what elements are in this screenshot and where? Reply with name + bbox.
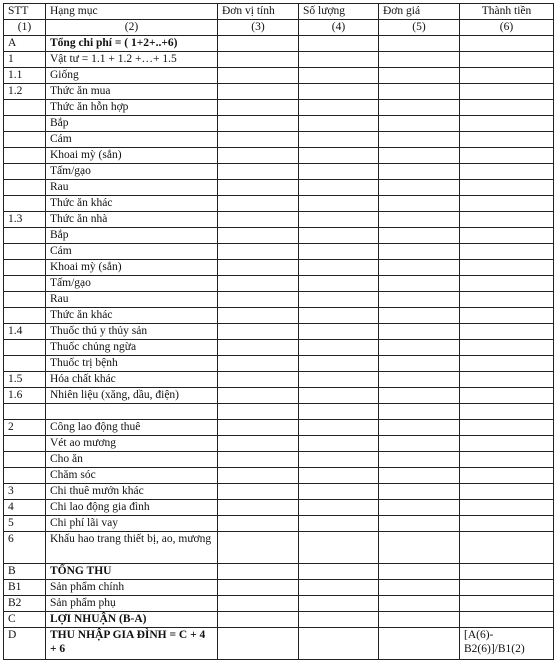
item-cell: Chi thuê mướn khác <box>46 484 218 500</box>
unit-cell <box>218 276 299 292</box>
item-cell: Cám <box>46 244 218 260</box>
unit-cell <box>218 180 299 196</box>
total-cell <box>460 484 554 500</box>
table-row <box>4 276 554 292</box>
cost-table <box>3 3 554 660</box>
qty-cell <box>299 388 379 404</box>
table-row <box>4 628 554 660</box>
price-cell <box>379 340 460 356</box>
unit-cell <box>218 420 299 436</box>
qty-cell <box>299 516 379 532</box>
stt-cell <box>4 132 46 148</box>
item-cell: Thức ăn nhà <box>46 212 218 228</box>
stt-cell: B2 <box>4 596 46 612</box>
unit-cell <box>218 388 299 404</box>
qty-cell <box>299 196 379 212</box>
unit-cell <box>218 196 299 212</box>
table-row <box>4 324 554 340</box>
column-number: (6) <box>460 20 554 36</box>
table-row <box>4 372 554 388</box>
price-cell <box>379 276 460 292</box>
item-cell: Thuốc chủng ngừa <box>46 340 218 356</box>
item-cell: TỔNG THU <box>46 564 218 580</box>
stt-cell: 2 <box>4 420 46 436</box>
total-cell <box>460 308 554 324</box>
table-row <box>4 420 554 436</box>
qty-cell <box>299 372 379 388</box>
stt-cell: A <box>4 36 46 52</box>
stt-cell <box>4 308 46 324</box>
table-row <box>4 228 554 244</box>
unit-cell <box>218 500 299 516</box>
stt-cell: 5 <box>4 516 46 532</box>
qty-cell <box>299 324 379 340</box>
table-body <box>4 36 554 660</box>
total-cell <box>460 228 554 244</box>
total-cell <box>460 436 554 452</box>
price-cell <box>379 532 460 564</box>
item-cell: Chăm sóc <box>46 468 218 484</box>
stt-cell: 1.1 <box>4 68 46 84</box>
stt-cell <box>4 100 46 116</box>
total-cell <box>460 516 554 532</box>
unit-cell <box>218 36 299 52</box>
price-cell <box>379 68 460 84</box>
unit-cell <box>218 116 299 132</box>
column-number: (4) <box>299 20 379 36</box>
stt-cell <box>4 468 46 484</box>
item-cell: Tổng chi phí = ( 1+2+..+6) <box>46 36 218 52</box>
price-cell <box>379 500 460 516</box>
unit-cell <box>218 484 299 500</box>
stt-cell <box>4 404 46 420</box>
stt-cell <box>4 148 46 164</box>
qty-cell <box>299 628 379 660</box>
total-cell <box>460 452 554 468</box>
price-cell <box>379 84 460 100</box>
price-cell <box>379 132 460 148</box>
price-cell <box>379 580 460 596</box>
qty-cell <box>299 484 379 500</box>
unit-cell <box>218 324 299 340</box>
table-row <box>4 340 554 356</box>
item-cell: Giống <box>46 68 218 84</box>
item-cell: Sản phẩm chính <box>46 580 218 596</box>
item-cell: Bắp <box>46 116 218 132</box>
table-row <box>4 68 554 84</box>
item-cell: Thức ăn khác <box>46 308 218 324</box>
unit-cell <box>218 356 299 372</box>
item-cell: Khấu hao trang thiết bị, ao, mương <box>46 532 218 564</box>
price-cell <box>379 372 460 388</box>
table-row <box>4 468 554 484</box>
item-cell: Thức ăn khác <box>46 196 218 212</box>
column-number: (5) <box>379 20 460 36</box>
item-cell: Nhiên liệu (xăng, dầu, điện) <box>46 388 218 404</box>
unit-cell <box>218 148 299 164</box>
price-cell <box>379 564 460 580</box>
stt-cell: 1.3 <box>4 212 46 228</box>
item-cell: Tấm/gạo <box>46 164 218 180</box>
table-row <box>4 452 554 468</box>
price-cell <box>379 596 460 612</box>
qty-cell <box>299 244 379 260</box>
total-cell <box>460 468 554 484</box>
stt-cell <box>4 436 46 452</box>
table-row <box>4 516 554 532</box>
total-cell <box>460 84 554 100</box>
item-cell: Tấm/gạo <box>46 276 218 292</box>
qty-cell <box>299 468 379 484</box>
header-item: Hạng mục <box>46 4 218 20</box>
price-cell <box>379 116 460 132</box>
qty-cell <box>299 532 379 564</box>
item-cell: Chi phí lãi vay <box>46 516 218 532</box>
qty-cell <box>299 148 379 164</box>
table-row <box>4 132 554 148</box>
qty-cell <box>299 36 379 52</box>
price-cell <box>379 468 460 484</box>
table-row <box>4 580 554 596</box>
stt-cell: 4 <box>4 500 46 516</box>
qty-cell <box>299 68 379 84</box>
table-row <box>4 596 554 612</box>
stt-cell: B <box>4 564 46 580</box>
stt-cell <box>4 116 46 132</box>
total-cell <box>460 36 554 52</box>
total-cell <box>460 244 554 260</box>
total-cell <box>460 148 554 164</box>
price-cell <box>379 612 460 628</box>
stt-cell: 1.2 <box>4 84 46 100</box>
header-price: Đơn giá <box>379 4 460 20</box>
stt-cell <box>4 340 46 356</box>
qty-cell <box>299 596 379 612</box>
table-row <box>4 436 554 452</box>
qty-cell <box>299 260 379 276</box>
table-row <box>4 292 554 308</box>
price-cell <box>379 292 460 308</box>
price-cell <box>379 484 460 500</box>
table-row <box>4 260 554 276</box>
table-row <box>4 164 554 180</box>
price-cell <box>379 628 460 660</box>
qty-cell <box>299 116 379 132</box>
stt-cell <box>4 164 46 180</box>
table-row <box>4 84 554 100</box>
unit-cell <box>218 212 299 228</box>
stt-cell: 1 <box>4 52 46 68</box>
column-number: (1) <box>4 20 46 36</box>
item-cell <box>46 404 218 420</box>
stt-cell <box>4 276 46 292</box>
unit-cell <box>218 132 299 148</box>
stt-cell <box>4 452 46 468</box>
total-cell <box>460 596 554 612</box>
total-cell <box>460 196 554 212</box>
price-cell <box>379 212 460 228</box>
price-cell <box>379 148 460 164</box>
unit-cell <box>218 516 299 532</box>
item-cell: Thuốc thú y thủy sản <box>46 324 218 340</box>
item-cell: Thức ăn hỗn hợp <box>46 100 218 116</box>
stt-cell: 3 <box>4 484 46 500</box>
table-row <box>4 148 554 164</box>
item-cell: Rau <box>46 180 218 196</box>
item-cell: Sản phẩm phụ <box>46 596 218 612</box>
unit-cell <box>218 260 299 276</box>
qty-cell <box>299 356 379 372</box>
unit-cell <box>218 164 299 180</box>
item-cell: Khoai mỳ (sắn) <box>46 148 218 164</box>
total-cell <box>460 68 554 84</box>
item-cell: Công lao động thuê <box>46 420 218 436</box>
qty-cell <box>299 436 379 452</box>
qty-cell <box>299 52 379 68</box>
price-cell <box>379 324 460 340</box>
unit-cell <box>218 68 299 84</box>
unit-cell <box>218 84 299 100</box>
price-cell <box>379 180 460 196</box>
table-row <box>4 52 554 68</box>
header-row <box>4 4 554 20</box>
unit-cell <box>218 292 299 308</box>
total-cell <box>460 116 554 132</box>
table-row <box>4 36 554 52</box>
qty-cell <box>299 500 379 516</box>
total-cell <box>460 404 554 420</box>
stt-cell <box>4 260 46 276</box>
unit-cell <box>218 372 299 388</box>
price-cell <box>379 436 460 452</box>
total-cell <box>460 100 554 116</box>
qty-cell <box>299 132 379 148</box>
total-cell <box>460 212 554 228</box>
total-cell <box>460 292 554 308</box>
price-cell <box>379 420 460 436</box>
table-row <box>4 116 554 132</box>
table-row <box>4 388 554 404</box>
total-cell <box>460 52 554 68</box>
table-row <box>4 564 554 580</box>
price-cell <box>379 164 460 180</box>
item-cell: Rau <box>46 292 218 308</box>
unit-cell <box>218 404 299 420</box>
qty-cell <box>299 84 379 100</box>
table-row <box>4 404 554 420</box>
price-cell <box>379 52 460 68</box>
table-row <box>4 532 554 564</box>
price-cell <box>379 388 460 404</box>
total-cell <box>460 580 554 596</box>
item-cell: Vét ao mương <box>46 436 218 452</box>
stt-cell: B1 <box>4 580 46 596</box>
qty-cell <box>299 292 379 308</box>
price-cell <box>379 100 460 116</box>
total-cell: [A(6)-B2(6)]/B1(2) <box>460 628 554 660</box>
header-qty: Số lượng <box>299 4 379 20</box>
total-cell <box>460 180 554 196</box>
total-cell <box>460 164 554 180</box>
table-row <box>4 180 554 196</box>
unit-cell <box>218 436 299 452</box>
price-cell <box>379 196 460 212</box>
price-cell <box>379 516 460 532</box>
stt-cell <box>4 180 46 196</box>
table-row <box>4 196 554 212</box>
column-number-row <box>4 20 554 36</box>
qty-cell <box>299 212 379 228</box>
item-cell: Khoai mỳ (sắn) <box>46 260 218 276</box>
total-cell <box>460 420 554 436</box>
qty-cell <box>299 100 379 116</box>
unit-cell <box>218 596 299 612</box>
total-cell <box>460 276 554 292</box>
unit-cell <box>218 532 299 564</box>
stt-cell: 1.5 <box>4 372 46 388</box>
price-cell <box>379 404 460 420</box>
qty-cell <box>299 308 379 324</box>
price-cell <box>379 308 460 324</box>
qty-cell <box>299 612 379 628</box>
qty-cell <box>299 420 379 436</box>
unit-cell <box>218 308 299 324</box>
stt-cell: 1.6 <box>4 388 46 404</box>
header-total: Thành tiền <box>460 4 554 20</box>
price-cell <box>379 452 460 468</box>
unit-cell <box>218 244 299 260</box>
unit-cell <box>218 468 299 484</box>
total-cell <box>460 324 554 340</box>
total-cell <box>460 132 554 148</box>
item-cell: LỢI NHUẬN (B-A) <box>46 612 218 628</box>
item-cell: Chi lao động gia đình <box>46 500 218 516</box>
table-row <box>4 500 554 516</box>
qty-cell <box>299 564 379 580</box>
header-unit: Đơn vị tính <box>218 4 299 20</box>
stt-cell <box>4 356 46 372</box>
unit-cell <box>218 612 299 628</box>
item-cell: Cám <box>46 132 218 148</box>
column-number: (3) <box>218 20 299 36</box>
total-cell <box>460 260 554 276</box>
qty-cell <box>299 276 379 292</box>
item-cell: Cho ăn <box>46 452 218 468</box>
stt-cell: 6 <box>4 532 46 564</box>
unit-cell <box>218 628 299 660</box>
qty-cell <box>299 404 379 420</box>
unit-cell <box>218 564 299 580</box>
stt-cell <box>4 244 46 260</box>
total-cell <box>460 372 554 388</box>
stt-cell <box>4 196 46 212</box>
qty-cell <box>299 228 379 244</box>
table-row <box>4 612 554 628</box>
qty-cell <box>299 180 379 196</box>
price-cell <box>379 260 460 276</box>
total-cell <box>460 340 554 356</box>
total-cell <box>460 388 554 404</box>
item-cell: Vật tư = 1.1 + 1.2 +…+ 1.5 <box>46 52 218 68</box>
column-number: (2) <box>46 20 218 36</box>
stt-cell <box>4 292 46 308</box>
price-cell <box>379 244 460 260</box>
total-cell <box>460 532 554 564</box>
unit-cell <box>218 580 299 596</box>
qty-cell <box>299 164 379 180</box>
table-row <box>4 308 554 324</box>
unit-cell <box>218 340 299 356</box>
price-cell <box>379 356 460 372</box>
qty-cell <box>299 340 379 356</box>
price-cell <box>379 36 460 52</box>
table-row <box>4 244 554 260</box>
unit-cell <box>218 52 299 68</box>
stt-cell <box>4 228 46 244</box>
price-cell <box>379 228 460 244</box>
item-cell: THU NHẬP GIA ĐÌNH = C + 4 + 6 <box>46 628 218 660</box>
total-cell <box>460 500 554 516</box>
table-row <box>4 484 554 500</box>
header-stt: STT <box>4 4 46 20</box>
item-cell: Hóa chất khác <box>46 372 218 388</box>
stt-cell: C <box>4 612 46 628</box>
unit-cell <box>218 452 299 468</box>
qty-cell <box>299 580 379 596</box>
item-cell: Thuốc trị bệnh <box>46 356 218 372</box>
qty-cell <box>299 452 379 468</box>
total-cell <box>460 612 554 628</box>
item-cell: Thức ăn mua <box>46 84 218 100</box>
item-cell: Bắp <box>46 228 218 244</box>
table-row <box>4 356 554 372</box>
table-row <box>4 100 554 116</box>
total-cell <box>460 564 554 580</box>
stt-cell: D <box>4 628 46 660</box>
stt-cell: 1.4 <box>4 324 46 340</box>
total-cell <box>460 356 554 372</box>
table-row <box>4 212 554 228</box>
unit-cell <box>218 228 299 244</box>
unit-cell <box>218 100 299 116</box>
